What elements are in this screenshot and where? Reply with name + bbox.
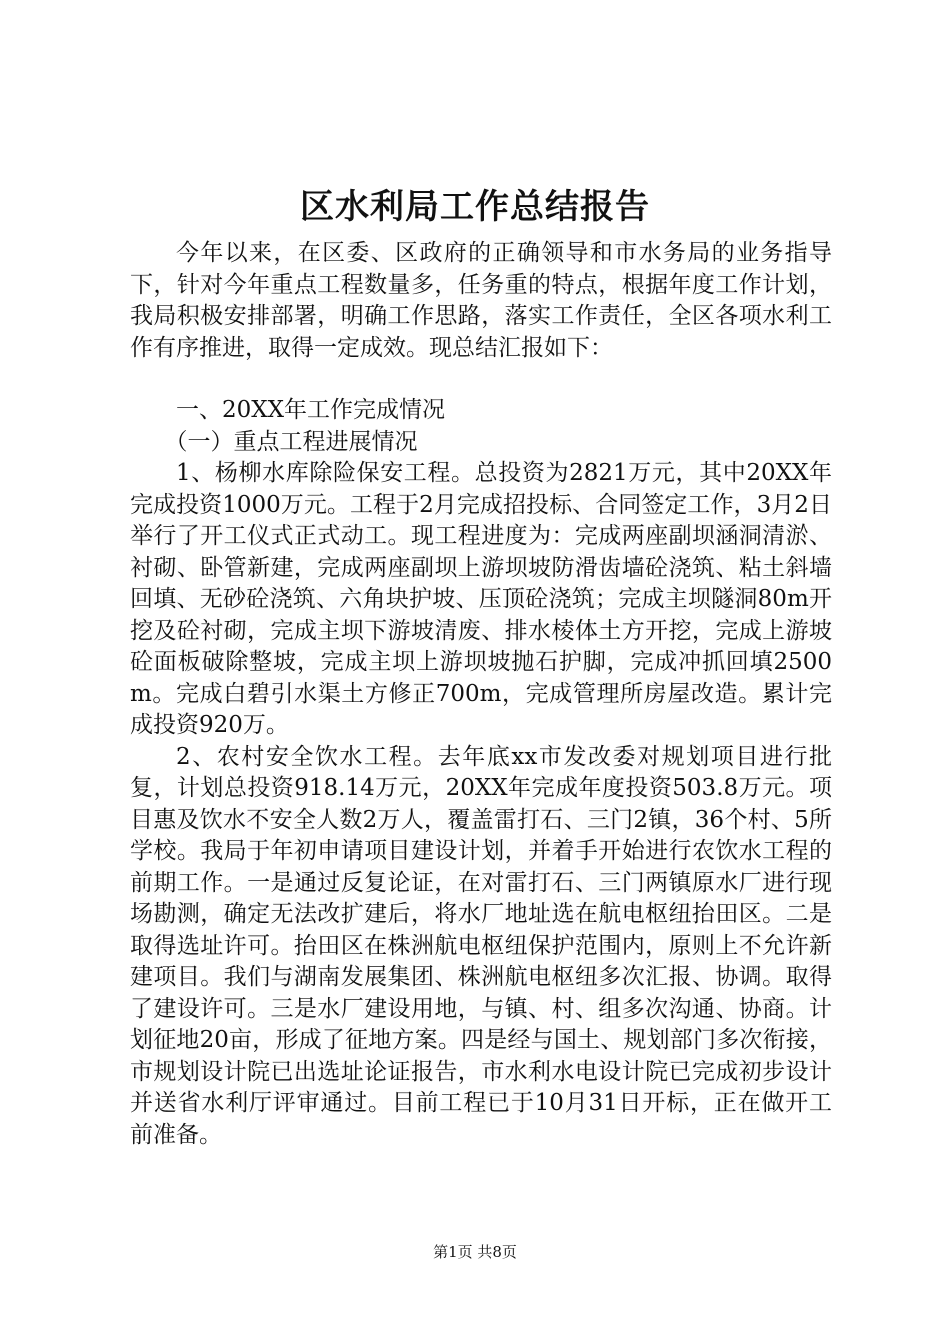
project-paragraph-2: 2、农村安全饮水工程。去年底xx市发改委对规划项目进行批复，计划总投资918.14万元，20XX年完成年度投资503.8万元。项目惠及饮水不安全人数2万人，覆盖雷打石、三门2镇，36个村、5所学校。我局于年初申请项目建设计划，并着手开始进行农饮水工程的前期工作。一是通过反复论证，在对雷打石、三门两镇原水厂进行现场勘测，确定无法改扩建后，将水厂地址选在航电枢纽抬田区。二是取得选址许可。抬田区在株洲航电枢纽保护范围内，原则上不允许新建项目。我们与湖南发展集团、株洲航电枢纽多次汇报、协调。取得了建设许可。三是水厂建设用地，与镇、村、组多次沟通、协商。计划征地20亩，形成了征地方案。四是经与国土、规划部门多次衔接，市规划设计院已出选址论证报告，市水利水电设计院已完成初步设计并送省水利厅评审通过。目前工程已于10月31日开标，正在做开工前准备。 xyxy=(130,743,832,1148)
paragraph-gap xyxy=(130,364,832,395)
project-paragraph-1: 1、杨柳水库除险保安工程。总投资为2821万元，其中20XX年完成投资1000万元。工程于2月完成招投标、合同签定工作，3月2日举行了开工仪式正式动工。现工程进度为：完成两座副坝涵洞清淤、衬砌、卧管新建，完成两座副坝上游坝坡防滑齿墙砼浇筑、粘土斜墙回填、无砂砼浇筑、六角块护坡、压顶砼浇筑；完成主坝隧洞80m开挖及砼衬砌，完成主坝下游坡清废、排水棱体土方开挖，完成上游坡砼面板破除整坡，完成主坝上游坝坡抛石护脚，完成冲抓回填2500m。完成白碧引水渠土方修正700m，完成管理所房屋改造。累计完成投资920万。 xyxy=(130,460,832,738)
document-title: 区水利局工作总结报告 xyxy=(300,187,650,227)
intro-paragraph: 今年以来，在区委、区政府的正确领导和市水务局的业务指导下，针对今年重点工程数量多，任务重的特点，根据年度工作计划，我局积极安排部署，明确工作思路，落实工作责任，全区各项水利工作有序推进，取得一定成效。现总结汇报如下： xyxy=(130,240,832,361)
subsection-heading: （一）重点工程进展情况 xyxy=(164,428,418,455)
section-heading: 一、20XX年工作完成情况 xyxy=(176,397,446,423)
page-number: 第1页 共8页 xyxy=(433,1243,517,1261)
document-body xyxy=(130,238,832,1151)
